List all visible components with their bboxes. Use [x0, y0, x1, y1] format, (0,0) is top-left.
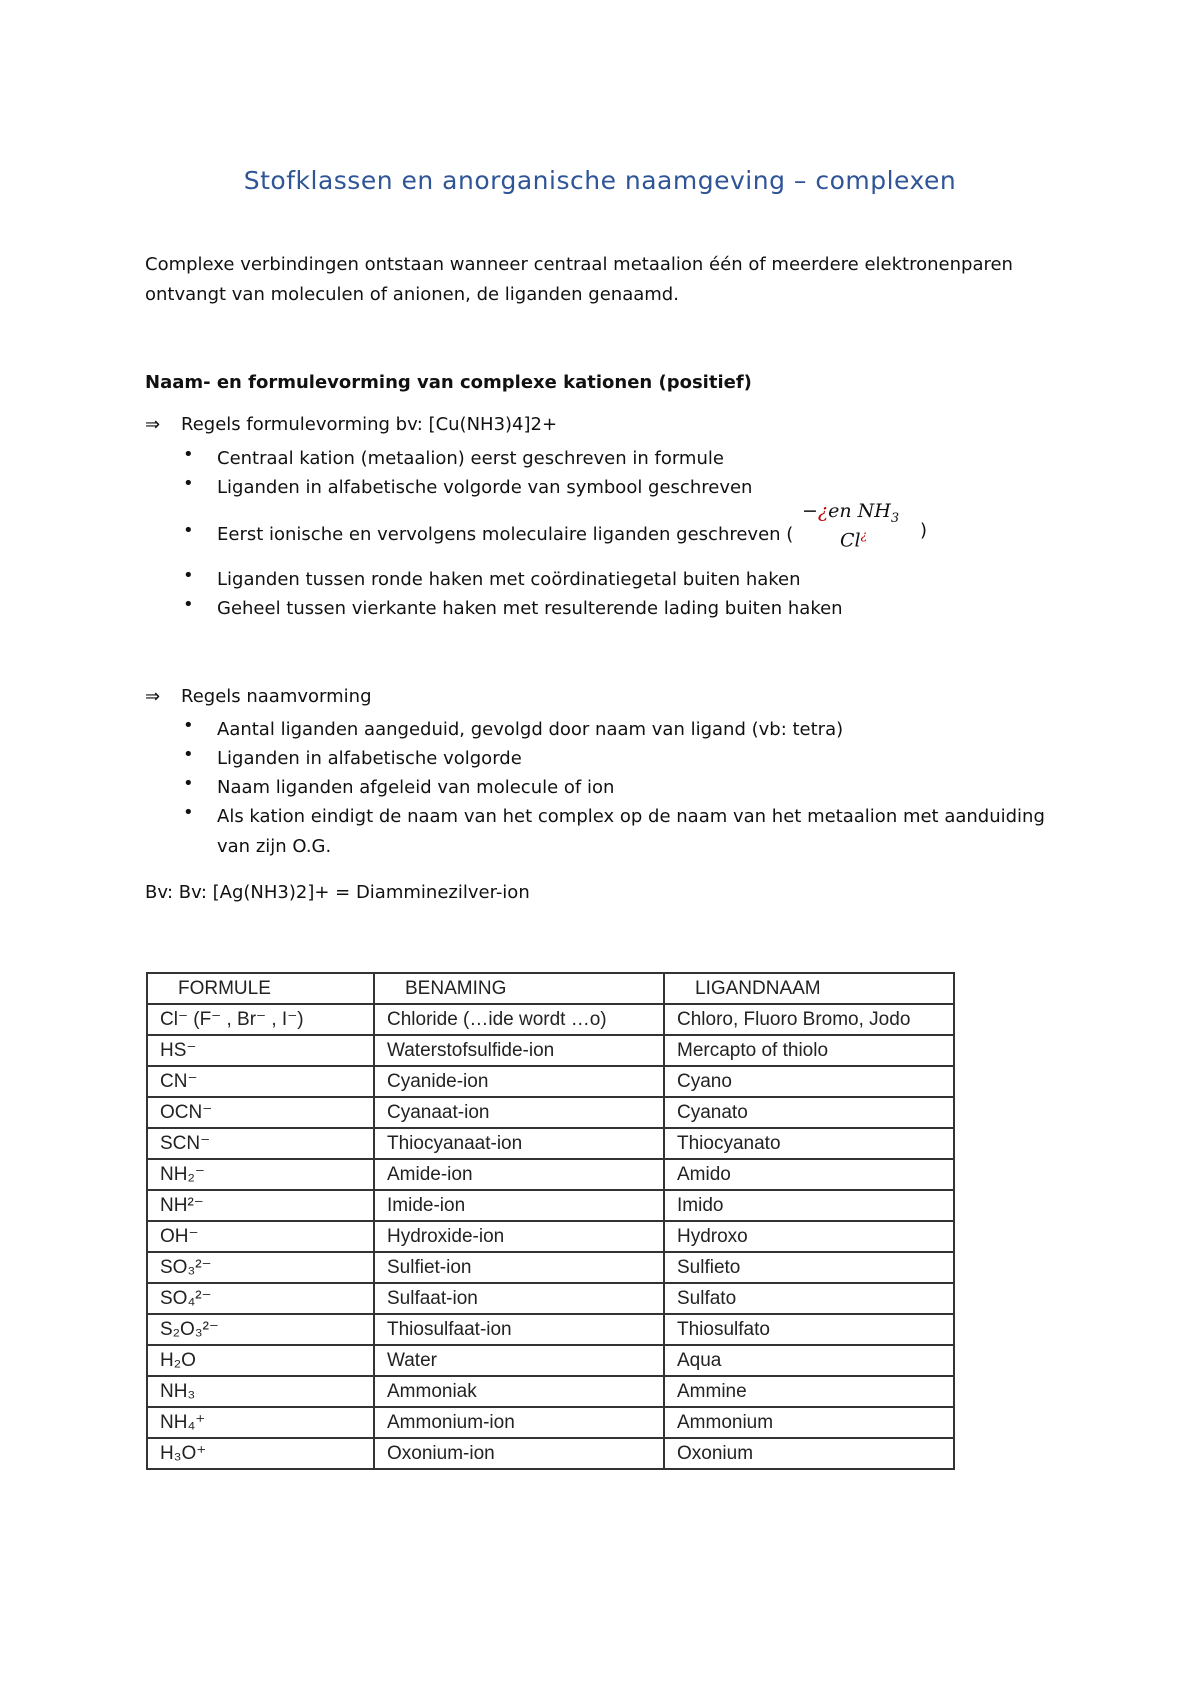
- cell-ligandnaam: Amido: [664, 1159, 954, 1190]
- cell-formule: NH²⁻: [147, 1190, 374, 1221]
- ligand-table: [146, 972, 955, 1470]
- formula-minus: −: [802, 500, 818, 522]
- table-row: [147, 1035, 954, 1066]
- list-item-text: Aantal liganden aangeduid, gevolgd door naam van ligand (vb: tetra): [217, 719, 844, 740]
- cell-formule: SO₃²⁻: [147, 1252, 374, 1283]
- list-item-text: Als kation eindigt de naam van het complex op de naam van het metaalion met aanduiding van zijn O.G.: [217, 806, 1045, 857]
- cell-formule: SO₄²⁻: [147, 1283, 374, 1314]
- table-row: [147, 1314, 954, 1345]
- list-item-text: Eerst ionische en vervolgens moleculaire liganden geschreven (: [217, 524, 794, 545]
- cell-formule: Cl⁻ (F⁻ , Br⁻ , I⁻): [147, 1004, 374, 1035]
- list-item-text: Geheel tussen vierkante haken met resulterende lading buiten haken: [217, 598, 843, 619]
- cell-benaming: Sulfiet-ion: [374, 1252, 664, 1283]
- intro-paragraph: Complexe verbindingen ontstaan wanneer centraal metaalion één of meerdere elektronenparen ontvangt van moleculen of anionen, de liganden genaamd.: [145, 254, 1013, 305]
- naming-rules-label: [145, 686, 372, 707]
- header-ligandnaam: LIGANDNAAM: [664, 973, 954, 1004]
- page-title: Stofklassen en anorganische naamgeving – complexen: [243, 166, 957, 195]
- list-item-text: Naam liganden afgeleid van molecule of ion: [217, 777, 615, 798]
- table-row: [147, 1097, 954, 1128]
- cell-formule: H₃O⁺: [147, 1438, 374, 1469]
- cell-benaming: Water: [374, 1345, 664, 1376]
- cell-ligandnaam: Mercapto of thiolo: [664, 1035, 954, 1066]
- cell-benaming: Ammoniak: [374, 1376, 664, 1407]
- table-row: [147, 1407, 954, 1438]
- formula-sub: 3: [890, 510, 900, 526]
- table-row: [147, 1190, 954, 1221]
- cell-benaming: Imide-ion: [374, 1190, 664, 1221]
- arrow-icon: ⇒: [145, 414, 161, 435]
- table-row: [147, 1376, 954, 1407]
- cell-benaming: Cyanaat-ion: [374, 1097, 664, 1128]
- formula-cl: Cl: [840, 529, 861, 552]
- bullet-icon: •: [183, 520, 194, 541]
- cell-benaming: Thiocyanaat-ion: [374, 1128, 664, 1159]
- cell-ligandnaam: Thiocyanato: [664, 1128, 954, 1159]
- cell-benaming: Hydroxide-ion: [374, 1221, 664, 1252]
- cell-ligandnaam: Cyanato: [664, 1097, 954, 1128]
- table-row: [147, 1221, 954, 1252]
- cell-benaming: Waterstofsulfide-ion: [374, 1035, 664, 1066]
- cell-formule: OCN⁻: [147, 1097, 374, 1128]
- bullet-icon: •: [183, 473, 194, 494]
- formula-red-mark: ¿: [817, 500, 829, 522]
- cell-ligandnaam: Chloro, Fluoro Bromo, Jodo: [664, 1004, 954, 1035]
- bullet-icon: •: [183, 773, 194, 794]
- cell-ligandnaam: Thiosulfato: [664, 1314, 954, 1345]
- closing-paren: ): [920, 520, 928, 541]
- cell-ligandnaam: Imido: [664, 1190, 954, 1221]
- cell-benaming: Thiosulfaat-ion: [374, 1314, 664, 1345]
- cell-benaming: Sulfaat-ion: [374, 1283, 664, 1314]
- table-row: [147, 1438, 954, 1469]
- formula-mid: en NH: [828, 500, 891, 522]
- table-row: [147, 1345, 954, 1376]
- table-row: [147, 1159, 954, 1190]
- cell-benaming: Cyanide-ion: [374, 1066, 664, 1097]
- header-formule: FORMULE: [147, 973, 374, 1004]
- cell-benaming: Amide-ion: [374, 1159, 664, 1190]
- list-item-text: Centraal kation (metaalion) eerst geschreven in formule: [217, 448, 724, 469]
- section-heading: Naam- en formulevorming van complexe kationen (positief): [145, 372, 752, 393]
- cell-formule: OH⁻: [147, 1221, 374, 1252]
- cell-formule: CN⁻: [147, 1066, 374, 1097]
- list-item-text: Liganden in alfabetische volgorde van symbool geschreven: [217, 477, 753, 498]
- table-row: [147, 1128, 954, 1159]
- cell-benaming: Chloride (…ide wordt …o): [374, 1004, 664, 1035]
- list-item-text: Liganden in alfabetische volgorde: [217, 748, 522, 769]
- formula-rules-label: [145, 414, 557, 435]
- cell-formule: S₂O₃²⁻: [147, 1314, 374, 1345]
- header-benaming: BENAMING: [374, 973, 664, 1004]
- cell-ligandnaam: Cyano: [664, 1066, 954, 1097]
- bullet-icon: •: [183, 802, 194, 823]
- cell-ligandnaam: Aqua: [664, 1345, 954, 1376]
- arrow-icon: ⇒: [145, 686, 161, 707]
- example-line: Bv: Bv: [Ag(NH3)2]+ = Diamminezilver-ion: [145, 882, 530, 903]
- table-header-row: [147, 973, 954, 1004]
- table-row: [147, 1283, 954, 1314]
- bullet-icon: •: [183, 444, 194, 465]
- cell-benaming: Oxonium-ion: [374, 1438, 664, 1469]
- cell-ligandnaam: Sulfato: [664, 1283, 954, 1314]
- cell-formule: NH₂⁻: [147, 1159, 374, 1190]
- cell-benaming: Ammonium-ion: [374, 1407, 664, 1438]
- bullet-icon: •: [183, 715, 194, 736]
- cell-formule: HS⁻: [147, 1035, 374, 1066]
- cell-ligandnaam: Ammine: [664, 1376, 954, 1407]
- cell-ligandnaam: Oxonium: [664, 1438, 954, 1469]
- bullet-icon: •: [183, 744, 194, 765]
- formula-rules-text: Regels formulevorming bv: [Cu(NH3)4]2+: [181, 414, 558, 435]
- naming-rules-text: Regels naamvorming: [181, 686, 372, 707]
- cell-formule: NH₄⁺: [147, 1407, 374, 1438]
- cell-formule: NH₃: [147, 1376, 374, 1407]
- cell-ligandnaam: Hydroxo: [664, 1221, 954, 1252]
- bullet-icon: •: [183, 565, 194, 586]
- table-row: [147, 1066, 954, 1097]
- bullet-icon: •: [183, 594, 194, 615]
- cell-formule: SCN⁻: [147, 1128, 374, 1159]
- table-row: [147, 1004, 954, 1035]
- table-row: [147, 1252, 954, 1283]
- cell-ligandnaam: Ammonium: [664, 1407, 954, 1438]
- cell-ligandnaam: Sulfieto: [664, 1252, 954, 1283]
- formula-cl-sup: ¿: [860, 528, 868, 542]
- cell-formule: H₂O: [147, 1345, 374, 1376]
- list-item-text: Liganden tussen ronde haken met coördinatiegetal buiten haken: [217, 569, 801, 590]
